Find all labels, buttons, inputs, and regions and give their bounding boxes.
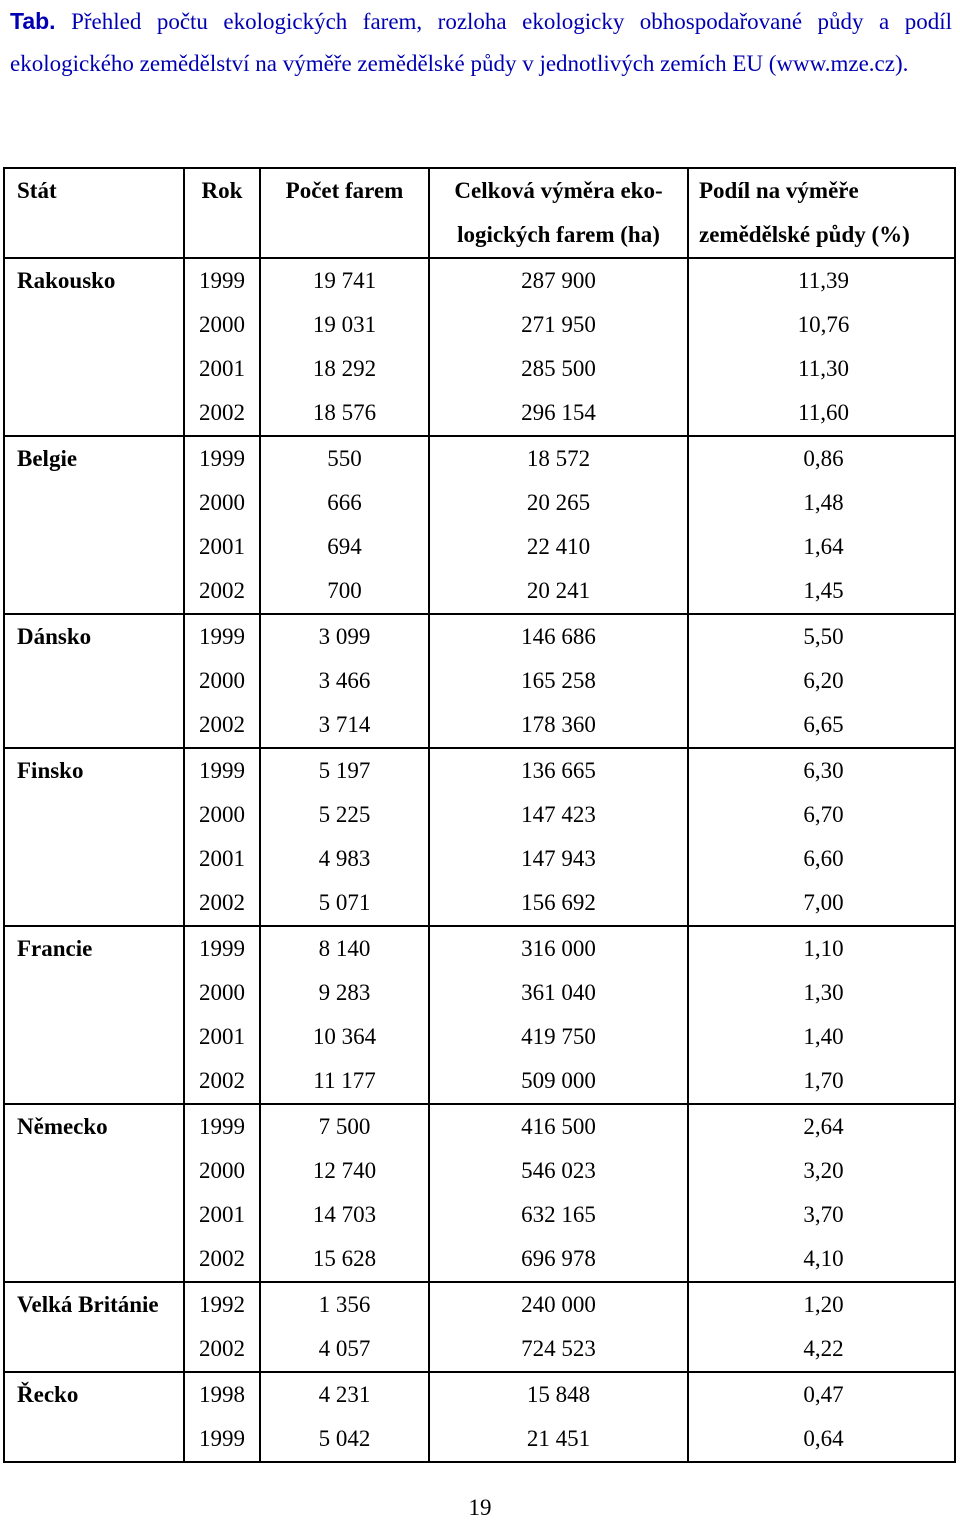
farms-cell: 4 231: [260, 1372, 429, 1417]
year-cell: 2000: [184, 1149, 260, 1193]
farms-cell: 700: [260, 569, 429, 614]
share-cell: 1,40: [688, 1015, 955, 1059]
share-cell: 10,76: [688, 303, 955, 347]
share-cell: 1,64: [688, 525, 955, 569]
share-cell: 6,65: [688, 703, 955, 748]
farms-cell: 18 576: [260, 391, 429, 436]
table-row: [4, 1015, 955, 1059]
area-cell: 18 572: [429, 436, 688, 481]
farms-cell: 18 292: [260, 347, 429, 391]
header-state: Stát: [4, 168, 184, 213]
table-row: [4, 926, 955, 971]
year-cell: 2002: [184, 1059, 260, 1104]
state-cell: Belgie: [4, 436, 184, 481]
area-cell: 156 692: [429, 881, 688, 926]
farms-cell: 694: [260, 525, 429, 569]
header-share-line1: Podíl na výměře: [688, 168, 955, 213]
share-cell: 0,86: [688, 436, 955, 481]
year-cell: 1999: [184, 258, 260, 303]
table-row: [4, 837, 955, 881]
area-cell: 178 360: [429, 703, 688, 748]
year-cell: 2000: [184, 481, 260, 525]
year-cell: 2002: [184, 1327, 260, 1372]
year-cell: 2001: [184, 347, 260, 391]
table-row: [4, 1059, 955, 1104]
caption-text: Přehled počtu ekologických farem, rozloha ekologicky obhospodařované půdy a podíl ekologického zemědělství na výměře zemědělské půdy v jednotlivých zemích EU (: [10, 9, 952, 76]
year-cell: 1998: [184, 1372, 260, 1417]
farms-cell: 5 071: [260, 881, 429, 926]
share-cell: 3,70: [688, 1193, 955, 1237]
state-cell: [4, 971, 184, 1015]
state-cell: Finsko: [4, 748, 184, 793]
year-cell: 1999: [184, 748, 260, 793]
state-cell: [4, 881, 184, 926]
farms-cell: 5 197: [260, 748, 429, 793]
header-empty-cell: [260, 213, 429, 258]
area-cell: 146 686: [429, 614, 688, 659]
area-cell: 361 040: [429, 971, 688, 1015]
state-cell: [4, 1237, 184, 1282]
header-year: Rok: [184, 168, 260, 213]
share-cell: 11,39: [688, 258, 955, 303]
share-cell: 0,47: [688, 1372, 955, 1417]
share-cell: 6,60: [688, 837, 955, 881]
table-row: [4, 793, 955, 837]
state-cell: [4, 1327, 184, 1372]
share-cell: 6,20: [688, 659, 955, 703]
year-cell: 1999: [184, 614, 260, 659]
farms-cell: 3 714: [260, 703, 429, 748]
share-cell: 4,22: [688, 1327, 955, 1372]
year-cell: 1999: [184, 1104, 260, 1149]
year-cell: 1999: [184, 1417, 260, 1462]
area-cell: 546 023: [429, 1149, 688, 1193]
farms-cell: 15 628: [260, 1237, 429, 1282]
area-cell: 316 000: [429, 926, 688, 971]
farms-cell: 8 140: [260, 926, 429, 971]
farms-cell: 666: [260, 481, 429, 525]
table-row: [4, 748, 955, 793]
state-cell: [4, 1149, 184, 1193]
share-cell: 1,30: [688, 971, 955, 1015]
state-cell: Rakousko: [4, 258, 184, 303]
state-cell: [4, 481, 184, 525]
share-cell: 4,10: [688, 1237, 955, 1282]
year-cell: 1999: [184, 926, 260, 971]
area-cell: 724 523: [429, 1327, 688, 1372]
year-cell: 2001: [184, 1015, 260, 1059]
header-empty-cell: [184, 213, 260, 258]
state-cell: [4, 703, 184, 748]
area-cell: 22 410: [429, 525, 688, 569]
share-cell: 11,60: [688, 391, 955, 436]
table-row: [4, 1104, 955, 1149]
table-row: [4, 569, 955, 614]
farms-cell: 3 466: [260, 659, 429, 703]
area-cell: 147 423: [429, 793, 688, 837]
area-cell: 287 900: [429, 258, 688, 303]
state-cell: Francie: [4, 926, 184, 971]
area-cell: 165 258: [429, 659, 688, 703]
area-cell: 20 241: [429, 569, 688, 614]
table-row: [4, 1282, 955, 1327]
state-cell: Německo: [4, 1104, 184, 1149]
farms-cell: 10 364: [260, 1015, 429, 1059]
year-cell: 2000: [184, 659, 260, 703]
farms-cell: 11 177: [260, 1059, 429, 1104]
table-row: [4, 303, 955, 347]
year-cell: 2002: [184, 569, 260, 614]
state-cell: Řecko: [4, 1372, 184, 1417]
area-cell: 632 165: [429, 1193, 688, 1237]
area-cell: 419 750: [429, 1015, 688, 1059]
share-cell: 1,70: [688, 1059, 955, 1104]
share-cell: 6,70: [688, 793, 955, 837]
state-cell: [4, 837, 184, 881]
state-cell: [4, 303, 184, 347]
farms-cell: 19 741: [260, 258, 429, 303]
year-cell: 2002: [184, 1237, 260, 1282]
area-cell: 240 000: [429, 1282, 688, 1327]
area-cell: 147 943: [429, 837, 688, 881]
area-cell: 271 950: [429, 303, 688, 347]
table-row: [4, 971, 955, 1015]
table-caption: [10, 0, 952, 85]
year-cell: 2002: [184, 703, 260, 748]
farms-cell: 19 031: [260, 303, 429, 347]
state-cell: [4, 347, 184, 391]
caption-link[interactable]: www.mze.cz: [776, 51, 895, 76]
table-row: [4, 481, 955, 525]
share-cell: 1,48: [688, 481, 955, 525]
table-row: [4, 436, 955, 481]
share-cell: 0,64: [688, 1417, 955, 1462]
state-cell: [4, 1015, 184, 1059]
share-cell: 6,30: [688, 748, 955, 793]
header-farms: Počet farem: [260, 168, 429, 213]
year-cell: 2000: [184, 793, 260, 837]
header-area-line1: Celková výměra eko-: [429, 168, 688, 213]
state-cell: [4, 525, 184, 569]
state-cell: [4, 659, 184, 703]
table-row: [4, 1193, 955, 1237]
year-cell: 2001: [184, 837, 260, 881]
table-row: [4, 659, 955, 703]
year-cell: 2002: [184, 391, 260, 436]
state-cell: Velká Británie: [4, 1282, 184, 1327]
year-cell: 2002: [184, 881, 260, 926]
farms-cell: 9 283: [260, 971, 429, 1015]
farms-cell: 5 042: [260, 1417, 429, 1462]
farms-cell: 7 500: [260, 1104, 429, 1149]
table-row: [4, 258, 955, 303]
table-row: [4, 1149, 955, 1193]
year-cell: 2001: [184, 525, 260, 569]
header-share-line2: zemědělské půdy (%): [688, 213, 955, 258]
year-cell: 2000: [184, 303, 260, 347]
area-cell: 15 848: [429, 1372, 688, 1417]
area-cell: 21 451: [429, 1417, 688, 1462]
state-cell: Dánsko: [4, 614, 184, 659]
header-area-line2: logických farem (ha): [429, 213, 688, 258]
table-row: [4, 1327, 955, 1372]
state-cell: [4, 793, 184, 837]
farms-cell: 4 057: [260, 1327, 429, 1372]
area-cell: 696 978: [429, 1237, 688, 1282]
year-cell: 1992: [184, 1282, 260, 1327]
farms-cell: 3 099: [260, 614, 429, 659]
share-cell: 1,10: [688, 926, 955, 971]
share-cell: 5,50: [688, 614, 955, 659]
area-cell: 20 265: [429, 481, 688, 525]
farms-cell: 550: [260, 436, 429, 481]
table-row: [4, 1417, 955, 1462]
header-empty-cell: [4, 213, 184, 258]
state-cell: [4, 569, 184, 614]
area-cell: 296 154: [429, 391, 688, 436]
table-row: [4, 1237, 955, 1282]
caption-label: Tab.: [10, 8, 56, 34]
farms-cell: 1 356: [260, 1282, 429, 1327]
area-cell: 509 000: [429, 1059, 688, 1104]
farms-cell: 14 703: [260, 1193, 429, 1237]
table-header-row-2: [4, 213, 955, 258]
table-row: [4, 881, 955, 926]
share-cell: 1,20: [688, 1282, 955, 1327]
share-cell: 11,30: [688, 347, 955, 391]
share-cell: 7,00: [688, 881, 955, 926]
year-cell: 1999: [184, 436, 260, 481]
table-row: [4, 391, 955, 436]
area-cell: 416 500: [429, 1104, 688, 1149]
page-number: 19: [468, 1495, 492, 1520]
year-cell: 2000: [184, 971, 260, 1015]
year-cell: 2001: [184, 1193, 260, 1237]
state-cell: [4, 1193, 184, 1237]
farms-cell: 4 983: [260, 837, 429, 881]
table-row: [4, 614, 955, 659]
farms-table: [3, 167, 956, 1463]
farms-cell: 5 225: [260, 793, 429, 837]
area-cell: 285 500: [429, 347, 688, 391]
share-cell: 3,20: [688, 1149, 955, 1193]
state-cell: [4, 391, 184, 436]
share-cell: 1,45: [688, 569, 955, 614]
state-cell: [4, 1059, 184, 1104]
share-cell: 2,64: [688, 1104, 955, 1149]
table-row: [4, 703, 955, 748]
table-header-row-1: [4, 168, 955, 213]
state-cell: [4, 1417, 184, 1462]
table-row: [4, 525, 955, 569]
caption-end: ).: [894, 51, 909, 76]
table-row: [4, 1372, 955, 1417]
farms-cell: 12 740: [260, 1149, 429, 1193]
area-cell: 136 665: [429, 748, 688, 793]
table-row: [4, 347, 955, 391]
